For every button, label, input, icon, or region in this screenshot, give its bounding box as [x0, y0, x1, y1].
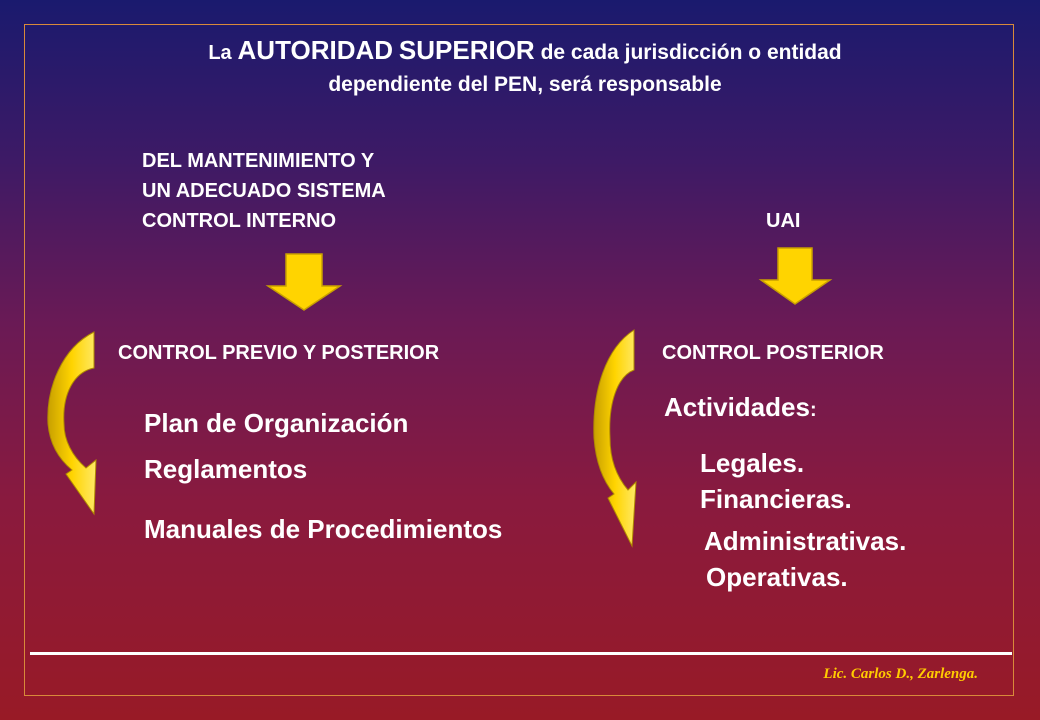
title-part-autoridad: AUTORIDAD [237, 35, 394, 65]
left-item-reglamentos: Reglamentos [144, 454, 308, 484]
title-line-2: dependiente del PEN, será responsable [328, 73, 722, 96]
left-curved-arrow-icon [42, 328, 102, 518]
left-control-label: CONTROL PREVIO Y POSTERIOR [118, 342, 440, 364]
author-signature: Lic. Carlos D., Zarlenga. [823, 666, 978, 682]
right-curved-arrow-icon [590, 326, 640, 550]
left-heading-line: CONTROL INTERNO [142, 210, 337, 232]
activities-colon: : [809, 399, 817, 421]
right-control-label: CONTROL POSTERIOR [662, 342, 884, 364]
right-activities-label [664, 392, 817, 423]
right-item-administrativas: Administrativas. [704, 526, 907, 556]
title-part-superior: SUPERIOR [398, 35, 535, 65]
right-item-legales: Legales. [700, 448, 805, 478]
right-item-operativas: Operativas. [706, 562, 848, 592]
left-heading [142, 146, 386, 236]
right-down-arrow-icon [758, 246, 834, 306]
left-heading-line: DEL MANTENIMIENTO Y [142, 150, 375, 172]
left-down-arrow-icon [264, 252, 344, 312]
footer-divider [30, 652, 1012, 655]
right-item-financieras: Financieras. [700, 484, 852, 514]
left-item-plan: Plan de Organización [144, 408, 409, 438]
left-item-manuales: Manuales de Procedimientos [144, 514, 503, 544]
left-heading-line: UN ADECUADO SISTEMA [142, 180, 386, 202]
right-heading: UAI [766, 210, 801, 232]
slide-title [60, 34, 990, 101]
activities-text: Actividades [664, 392, 810, 422]
title-line-1 [60, 34, 990, 69]
title-part-la: La [208, 42, 232, 64]
title-part-rest: de cada jurisdicción o entidad [540, 41, 842, 64]
